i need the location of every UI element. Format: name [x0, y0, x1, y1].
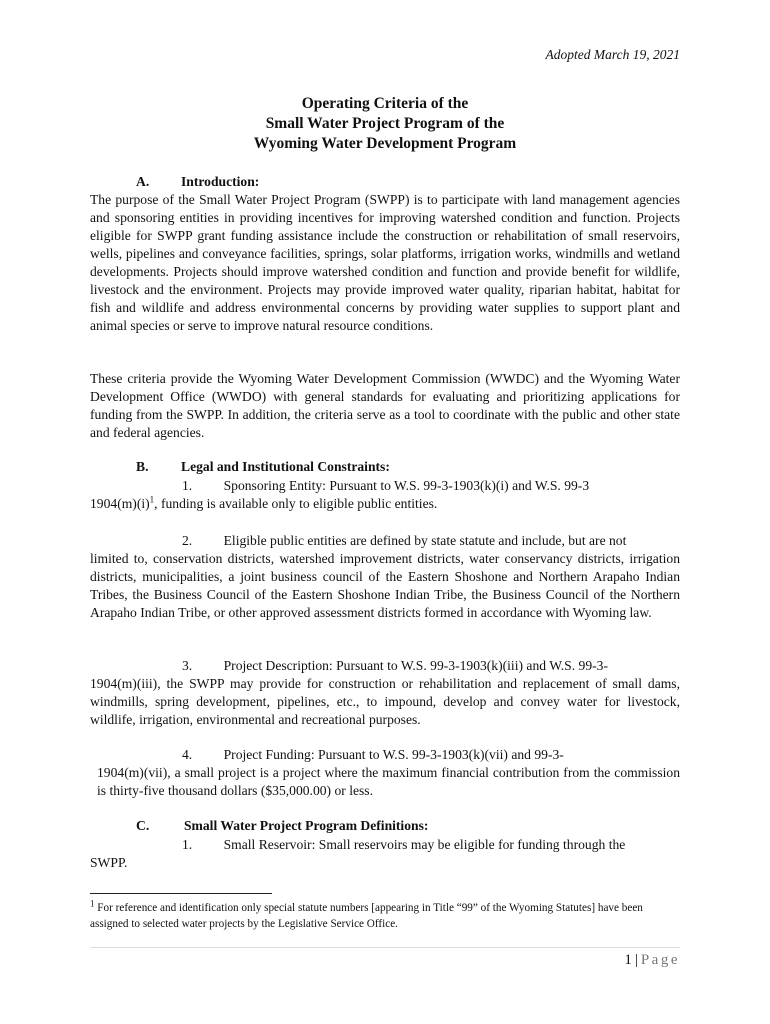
section-b-letter: B.: [136, 459, 149, 474]
page-label: Page: [640, 952, 680, 968]
footnote-reference: 1: [149, 494, 155, 505]
b4-first-line: [182, 746, 680, 764]
section-a-paragraph-1: The purpose of the Small Water Project Program (SWPP) is to participate with land management agencies and sponsoring entities in providing incentives for improving watershed condition and function. Projects eligible for SWPP grant funding assistance include the construction or rehabilitation of small reservoirs, wells, pipelines and conveyance facilities, springs, solar platforms, irrigation works, windmills and wetland developments. Projects should improve watershed condition and function and provide benefit for wildlife, livestock and the environment. Projects may provide improved water quality, riparian habitat, habitat for fish and wildlife and address environmental concerns by providing water supplies to support plant and animal species or serve to improve natural resource conditions.: [90, 192, 680, 333]
footnote-text: For reference and identification only special statute numbers [appearing in Title “99” of the Wyoming Statutes] have been assigned to selected water projects by the Legislative Service Office.: [90, 902, 643, 930]
section-a-letter: A.: [136, 174, 150, 189]
b1-second-line: [90, 495, 680, 513]
section-a-paragraph-2: These criteria provide the Wyoming Water Development Commission (WWDC) and the Wyoming Water Development Office (WWDO) with general standards for evaluating and prioritizing applications for funding from the SWPP. In addition, the criteria serve as a tool to coordinate with the public and other state and federal agencies.: [90, 371, 680, 440]
footnote-divider: [90, 893, 272, 894]
b3-lead: Project Description: Pursuant to W.S. 99-3-1903(k)(iii) and W.S. 99-3-: [223, 658, 608, 673]
title-line-3: Wyoming Water Development Program: [253, 135, 517, 152]
c1-number: 1.: [182, 837, 193, 852]
title-line-1: Operating Criteria of the: [301, 95, 469, 112]
b2-first-line: [182, 532, 680, 550]
page-number-footer: [624, 952, 680, 969]
b3-rest: 1904(m)(iii), the SWPP may provide for construction or rehabilitation and replacement of small dams, windmills, spring development, pipelines, etc., to impound, develop and convey water for livestock, wildlife, irrigation, environmental and recreational purposes.: [90, 676, 680, 727]
footnote-mark: 1: [90, 898, 95, 909]
section-b-heading: Legal and Institutional Constraints:: [181, 459, 390, 474]
b1-statute: 1904(m)(i): [90, 496, 150, 511]
page-separator: |: [634, 952, 638, 968]
footer-divider: [90, 947, 680, 948]
footnote: [90, 900, 680, 932]
b4-number: 4.: [182, 747, 193, 762]
document-title: [0, 94, 770, 154]
b3-number: 3.: [182, 658, 193, 673]
title-line-2: Small Water Project Program of the: [265, 115, 505, 132]
section-c-heading: Small Water Project Program Definitions:: [184, 818, 429, 833]
section-a-heading: Introduction:: [181, 174, 260, 189]
section-c-letter: C.: [136, 818, 150, 833]
c1-first-line: [182, 836, 680, 854]
b3-first-line: [182, 657, 680, 675]
c1-lead: Small Reservoir: Small reservoirs may be eligible for funding through the: [223, 837, 626, 852]
b1-text: , funding is available only to eligible public entities.: [154, 496, 438, 511]
b1-number: 1.: [182, 478, 193, 493]
adopted-date: Adopted March 19, 2021: [545, 47, 680, 62]
b4-rest: 1904(m)(vii), a small project is a project where the maximum financial contribution from the commission is thirty-five thousand dollars ($35,000.00) or less.: [97, 765, 680, 798]
b2-number: 2.: [182, 533, 193, 548]
b1-lead: Sponsoring Entity: Pursuant to W.S. 99-3-1903(k)(i) and W.S. 99-3: [223, 478, 590, 493]
page-number: 1: [624, 952, 632, 968]
b1-first-line: [182, 477, 680, 495]
c1-rest: SWPP.: [90, 855, 128, 870]
b4-lead: Project Funding: Pursuant to W.S. 99-3-1903(k)(vii) and 99-3-: [223, 747, 564, 762]
b2-lead: Eligible public entities are defined by state statute and include, but are not: [223, 533, 627, 548]
b2-rest: limited to, conservation districts, watershed improvement districts, water conservancy districts, irrigation districts, municipalities, a joint business council of the Eastern Shoshone and Northern Arapaho Indian Tribes, the Business Council of the Eastern Shoshone Indian Tribe, the Business Council of the Northern Arapaho Indian Tribe, or other approved assessment districts formed in accordance with Wyoming law.: [90, 551, 680, 620]
